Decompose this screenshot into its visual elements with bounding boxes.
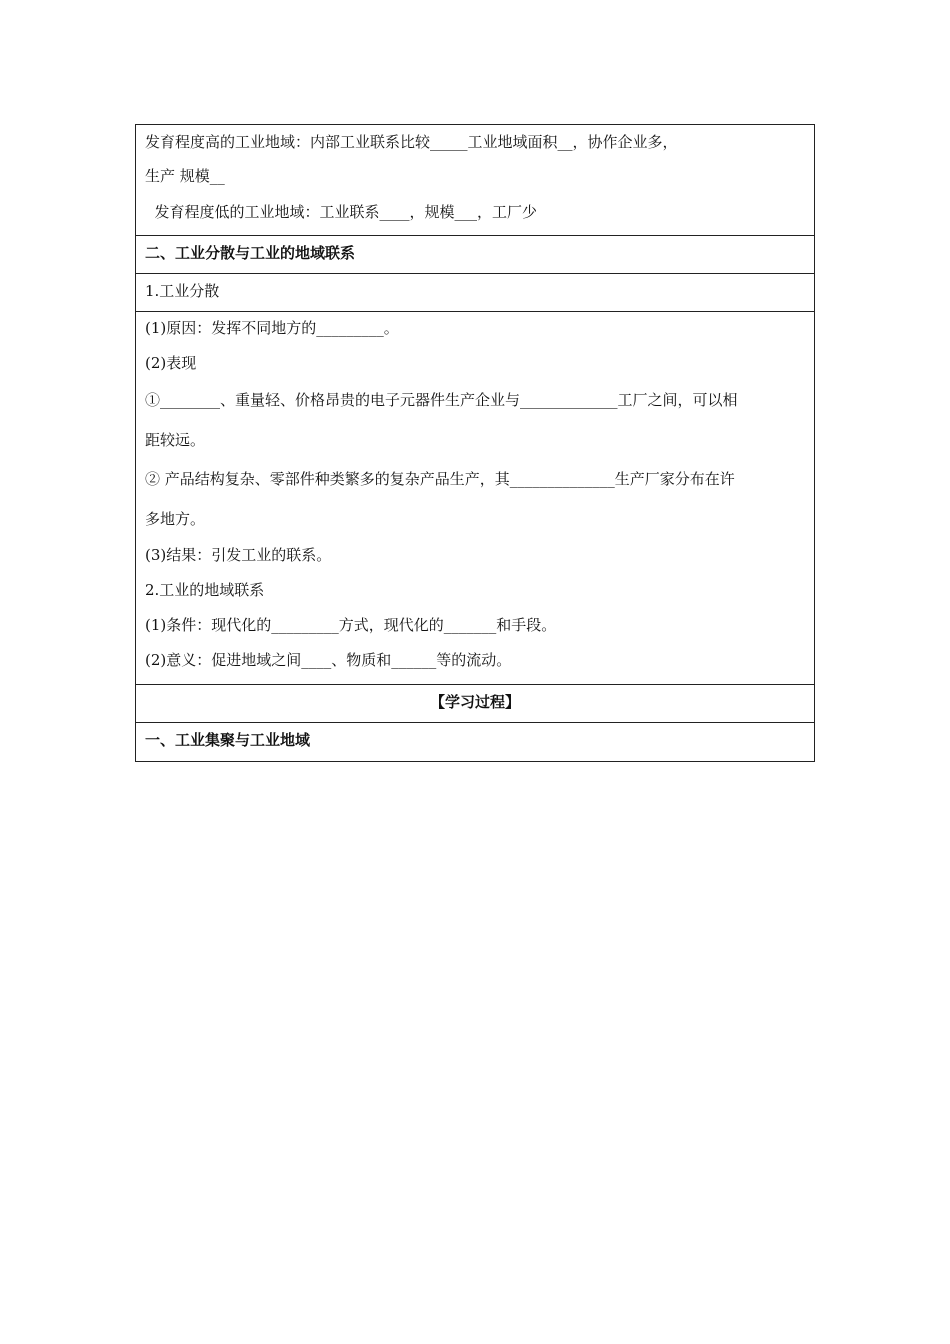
table-row-subheading [136, 274, 814, 312]
text-line: (1)条件：现代化的_________方式，现代化的_______和手段。 [145, 616, 557, 634]
table-row-section-heading [136, 236, 814, 274]
table-row-process-heading [136, 685, 814, 723]
table-row-content [136, 312, 814, 685]
text-line: 距较远。 [145, 431, 206, 449]
subheading: 1.工业分散 [145, 282, 220, 300]
text-line: 发育程度高的工业地域：内部工业联系比较_____工业地域面积__，协作企业多， [145, 133, 678, 151]
table-row-developed-regions [136, 125, 814, 236]
text-line: ①________、重量轻、价格昂贵的电子元器件生产企业与_____________工厂之间，可以相 [145, 391, 738, 409]
text-line: ② 产品结构复杂、零部件种类繁多的复杂产品生产，其______________生产厂家分布在许 [145, 470, 735, 488]
text-line: 发育程度低的工业地域：工业联系____，规模___，工厂少 [145, 203, 538, 221]
section-heading: 【学习过程】 [429, 693, 520, 711]
text-line: 2.工业的地域联系 [145, 581, 265, 599]
text-line: 多地方。 [145, 510, 206, 528]
worksheet-table [135, 124, 815, 762]
text-line: (2)表现 [145, 354, 197, 372]
text-line: (1)原因：发挥不同地方的_________。 [145, 319, 399, 337]
text-line: (2)意义：促进地域之间____、物质和______等的流动。 [145, 651, 512, 669]
text-line: 生产 规模__ [145, 167, 225, 185]
section-heading: 一、工业集聚与工业地域 [145, 731, 311, 749]
section-heading: 二、工业分散与工业的地域联系 [145, 244, 356, 262]
table-row-section-heading [136, 723, 814, 761]
text-line: (3)结果：引发工业的联系。 [145, 546, 332, 564]
